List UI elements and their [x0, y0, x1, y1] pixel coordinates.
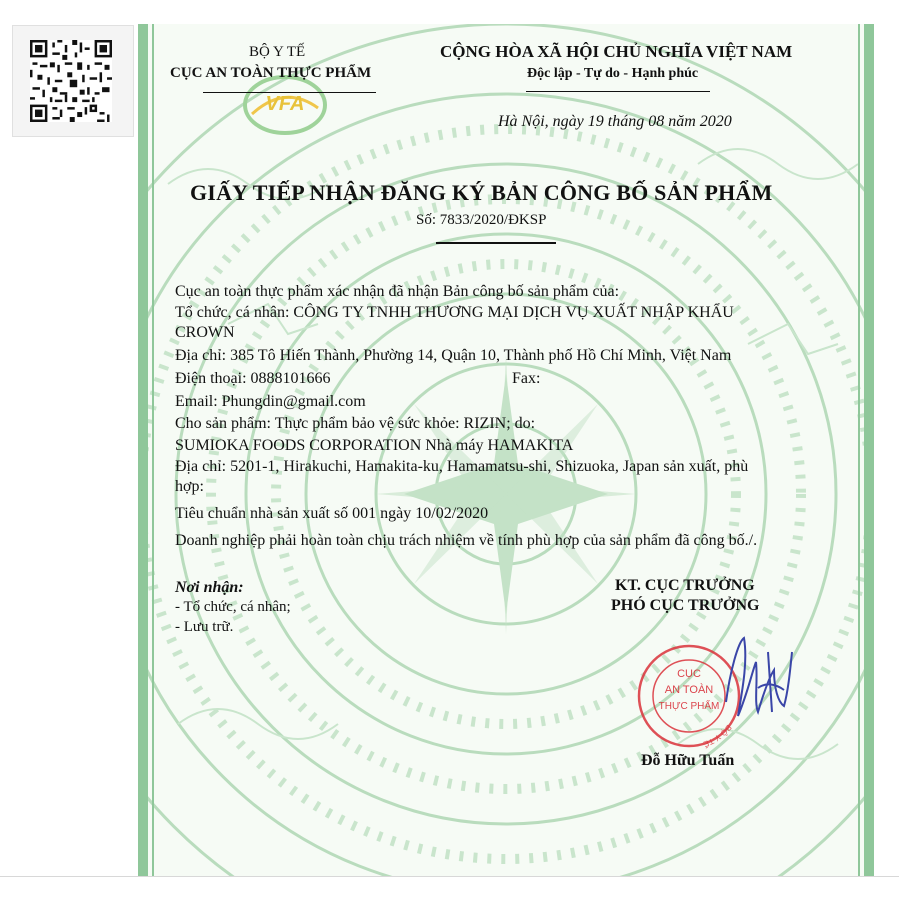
svg-text:VFA: VFA — [265, 93, 305, 115]
recipient-item: - Tổ chức, cá nhân; — [175, 599, 291, 615]
qr-code-card[interactable] — [12, 25, 134, 137]
signer-name: Đỗ Hữu Tuấn — [641, 752, 735, 769]
svg-text:THỰC PHẨM: THỰC PHẨM — [658, 701, 720, 712]
ministry-name: BỘ Y TẾ — [249, 44, 306, 60]
organization-email: Email: Phungdin@gmail.com — [175, 393, 366, 410]
agency-name: CỤC AN TOÀN THỰC PHẨM — [170, 65, 372, 81]
manufacturer-address-line1: Địa chỉ: 5201-1, Hirakuchi, Hamakita-ku, Hamamatsu-shi, Shizuoka, Japan sản xuất, phù — [175, 458, 749, 475]
certificate-border-left — [138, 24, 148, 876]
document-number: Số: 7833/2020/ĐKSP — [416, 212, 547, 228]
national-motto: Độc lập - Tự do - Hạnh phúc — [527, 66, 699, 81]
signer-position: PHÓ CỤC TRƯỞNG — [611, 597, 760, 614]
svg-text:CỤC: CỤC — [677, 668, 701, 680]
motto-underline — [526, 91, 710, 92]
manufacturer-name: SUMIOKA FOODS CORPORATION Nhà máy HAMAKITA — [175, 437, 574, 454]
organization-address: Địa chỉ: 385 Tô Hiến Thành, Phường 14, Quận 10, Thành phố Hồ Chí Minh, Việt Nam — [175, 347, 732, 364]
manufacturer-standard: Tiêu chuẩn nhà sản xuất số 001 ngày 10/02/2020 — [175, 505, 489, 522]
organization-line2: CROWN — [175, 324, 235, 341]
document-title: GIẤY TIẾP NHẬN ĐĂNG KÝ BẢN CÔNG BỐ SẢN PHẨM — [190, 180, 773, 205]
svg-text:AN TOÀN: AN TOÀN — [664, 684, 714, 696]
recipients-heading: Nơi nhận: — [175, 579, 244, 596]
certificate-border-left-inner — [152, 24, 154, 876]
issue-date: Hà Nội, ngày 19 tháng 08 năm 2020 — [498, 113, 732, 130]
manufacturer-address-line2: hợp: — [175, 478, 204, 495]
certificate-border-right-inner — [858, 24, 860, 876]
responsibility-statement: Doanh nghiệp phải hoàn toàn chịu trách nhiệm về tính phù hợp của sản phẩm đã công bố./. — [175, 532, 758, 549]
agency-underline — [203, 92, 376, 93]
country-name: CỘNG HÒA XÃ HỘI CHỦ NGHĨA VIỆT NAM — [440, 42, 793, 61]
organization-fax: Fax: — [512, 370, 541, 387]
handwritten-signature-icon — [718, 632, 804, 724]
certificate-border-right — [864, 24, 874, 876]
vfa-logo-icon — [240, 74, 330, 136]
title-underline — [436, 242, 556, 244]
qr-code-icon — [30, 40, 112, 122]
product-line: Cho sản phẩm: Thực phẩm bảo vệ sức khỏe: RIZIN; do: — [175, 415, 536, 432]
page-bottom-divider — [0, 876, 899, 877]
intro-text: Cục an toàn thực phẩm xác nhận đã nhận Bản công bố sản phẩm của: — [175, 283, 620, 300]
signer-title: KT. CỤC TRƯỞNG — [615, 577, 755, 594]
organization-phone: Điện thoại: 0888101666 — [175, 370, 331, 387]
recipient-item: - Lưu trữ. — [175, 619, 234, 635]
svg-text:BỘ Y TẾ: BỘ Y TẾ — [702, 722, 734, 749]
organization-line1: Tổ chức, cá nhân: CÔNG TY TNHH THƯƠNG MẠI DỊCH VỤ XUẤT NHẬP KHẨU — [175, 304, 734, 321]
